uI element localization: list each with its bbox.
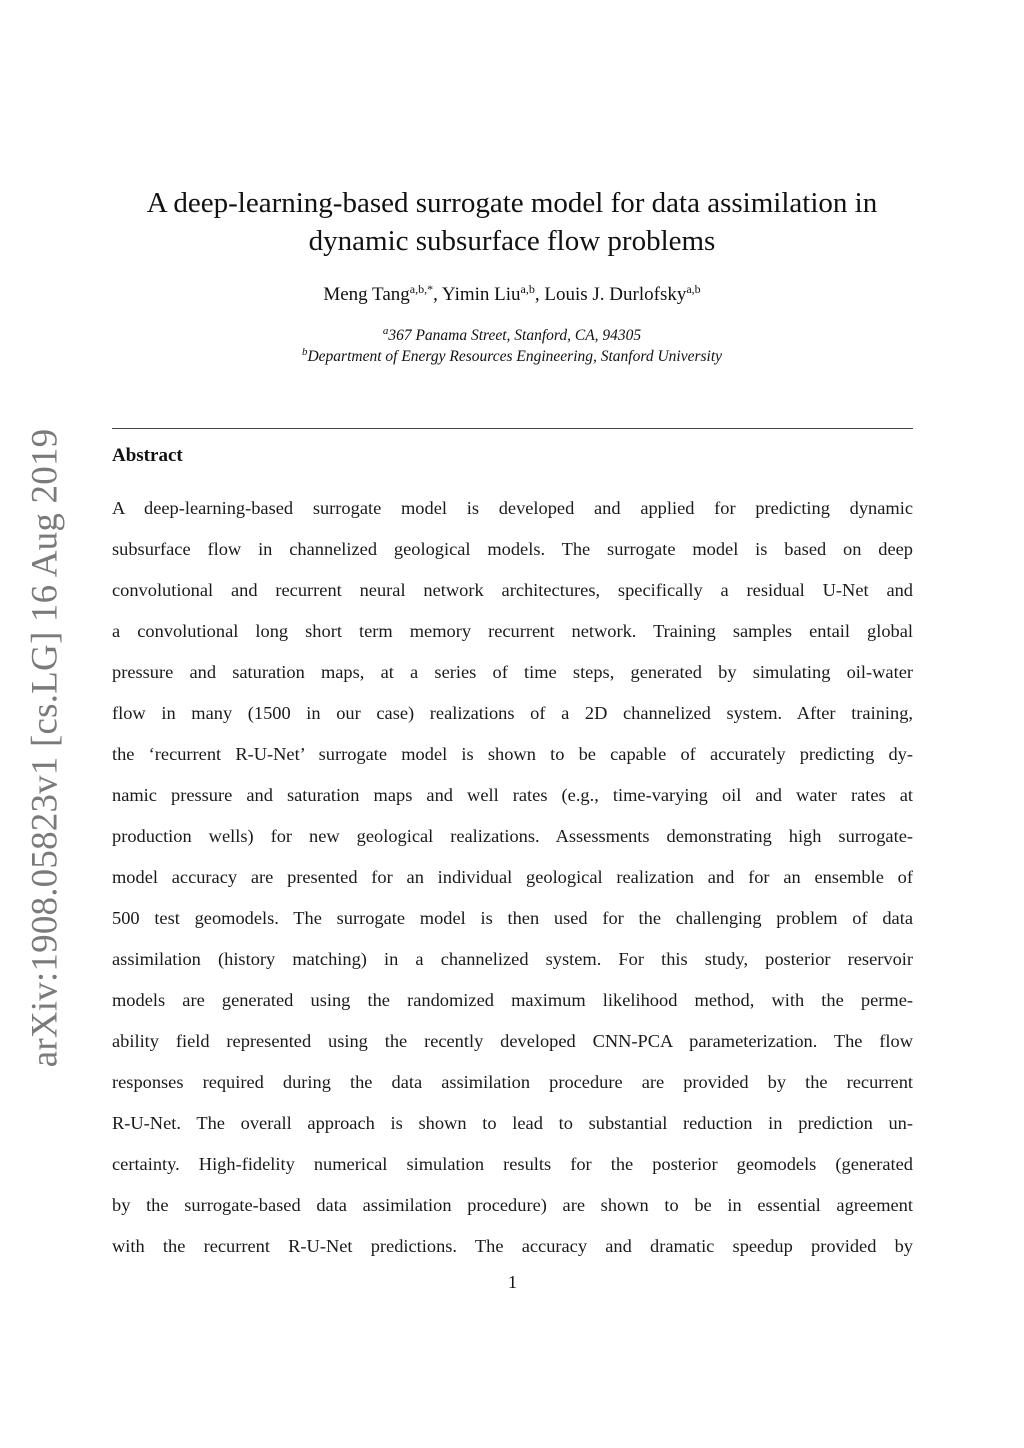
abstract-line: subsurface flow in channelized geological models. The surrogate model is based on deep: [112, 539, 913, 559]
abstract-line: A deep-learning-based surrogate model is developed and applied for predicting dynamic: [112, 498, 913, 518]
abstract-line: production wells) for new geological realizations. Assessments demonstrating high surrogate-: [112, 826, 913, 846]
page-number: 1: [508, 1272, 517, 1292]
abstract-line: by the surrogate-based data assimilation procedure) are shown to be in essential agreement: [112, 1195, 913, 1215]
abstract-line: 500 test geomodels. The surrogate model is then used for the challenging problem of data: [112, 908, 913, 928]
affiliation-mark: a: [382, 325, 389, 337]
abstract-line: namic pressure and saturation maps and well rates (e.g., time-varying oil and water rates at: [112, 785, 913, 805]
author-name: Meng Tang: [323, 284, 410, 305]
affiliation-text: 367 Panama Street, Stanford, CA, 94305: [388, 327, 642, 344]
title-line: dynamic subsurface flow problems: [308, 225, 716, 257]
affiliation-a: [112, 327, 912, 345]
abstract-line: flow in many (1500 in our case) realizations of a 2D channelized system. After training,: [112, 703, 913, 723]
abstract-line: convolutional and recurrent neural network architectures, specifically a residual U-Net and: [112, 580, 913, 600]
abstract-line: models are generated using the randomized maximum likelihood method, with the perme-: [112, 990, 913, 1010]
abstract-line: the ‘recurrent R-U-Net’ surrogate model is shown to be capable of accurately predicting dy-: [112, 744, 913, 764]
abstract-line: ability field represented using the recently developed CNN-PCA parameterization. The flow: [112, 1031, 913, 1051]
affiliation-b: [112, 348, 912, 366]
author-affiliation-mark: a,b: [520, 282, 535, 296]
affiliation-mark: b: [301, 346, 308, 358]
affiliation-text: Department of Energy Resources Engineering, Stanford University: [307, 348, 723, 365]
abstract-line: R-U-Net. The overall approach is shown to lead to substantial reduction in prediction un-: [112, 1113, 913, 1133]
abstract-line: with the recurrent R-U-Net predictions. The accuracy and dramatic speedup provided by: [112, 1236, 913, 1256]
author-affiliation-mark: a,b,*: [409, 282, 434, 296]
abstract-line: pressure and saturation maps, at a series of time steps, generated by simulating oil-water: [112, 662, 913, 682]
paper-title: [112, 184, 912, 260]
arxiv-identifier-stamp: arXiv:1908.05823v1 [cs.LG] 16 Aug 2019: [24, 428, 66, 1068]
title-line: A deep-learning-based surrogate model for data assimilation in: [146, 187, 878, 219]
abstract-body: [112, 493, 913, 1272]
author-separator: ,: [534, 284, 545, 305]
horizontal-rule: [112, 428, 913, 429]
abstract-line: certainty. High-fidelity numerical simulation results for the posterior geomodels (generated: [112, 1154, 913, 1174]
abstract-line: a convolutional long short term memory recurrent network. Training samples entail global: [112, 621, 913, 641]
abstract-line: responses required during the data assimilation procedure are provided by the recurrent: [112, 1072, 913, 1092]
author-affiliation-mark: a,b: [686, 282, 701, 296]
abstract-line: model accuracy are presented for an individual geological realization and for an ensemble of: [112, 867, 913, 887]
abstract-heading: Abstract: [112, 445, 183, 466]
author-name: Louis J. Durlofsky: [544, 284, 687, 305]
author-list: [112, 284, 912, 306]
author-separator: ,: [433, 284, 442, 305]
author-name: Yimin Liu: [441, 284, 521, 305]
abstract-line: assimilation (history matching) in a channelized system. For this study, posterior reservoir: [112, 949, 913, 969]
